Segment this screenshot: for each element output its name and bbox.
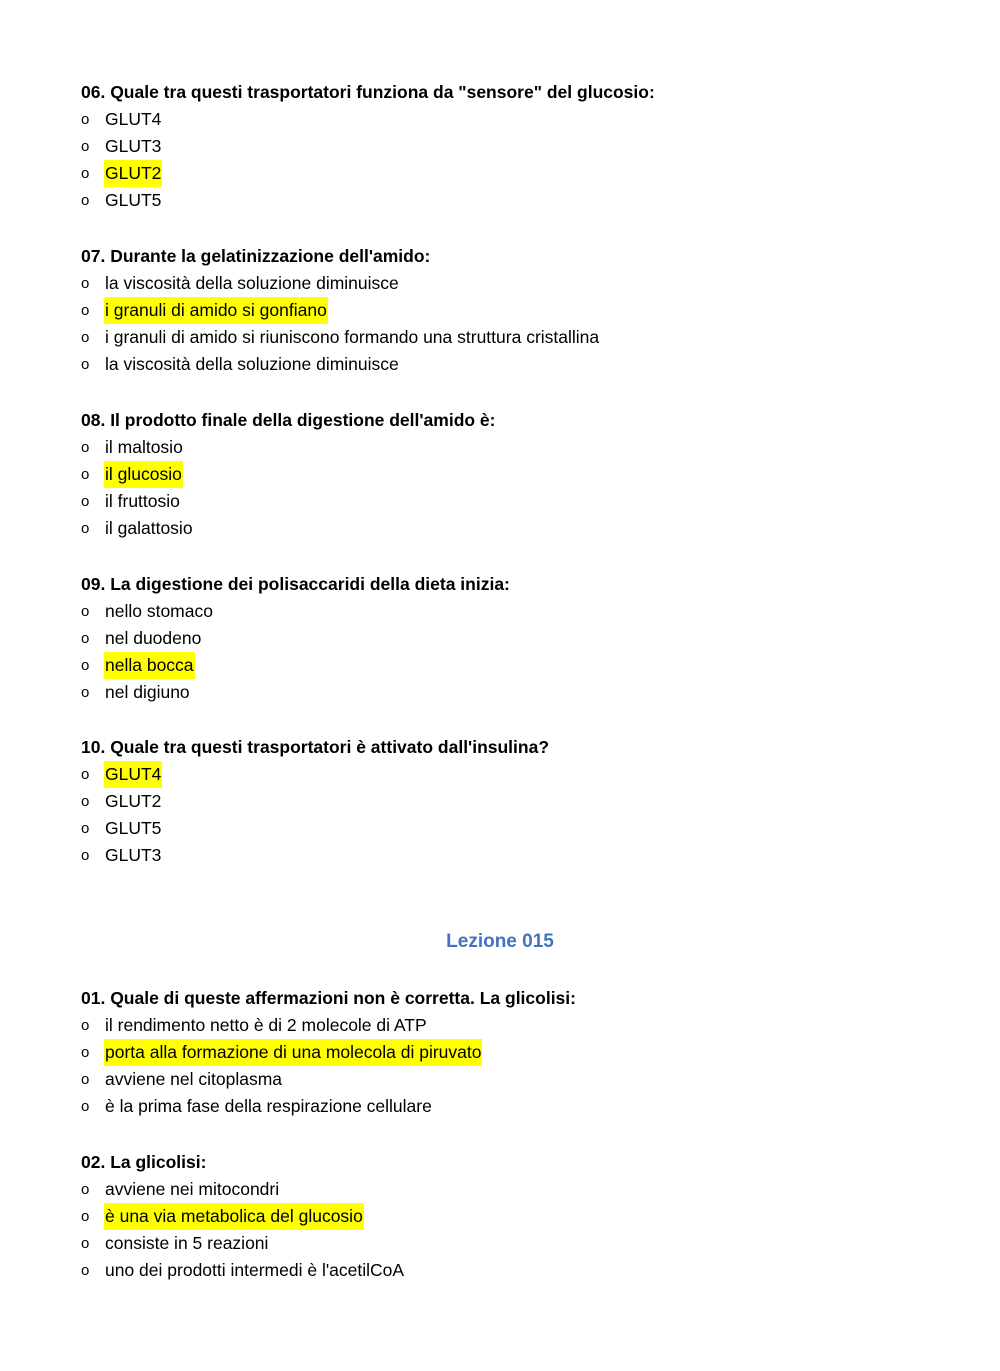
- answer-text: nel digiuno: [105, 682, 190, 702]
- circle-bullet-icon: o: [81, 820, 90, 837]
- answer-option: [81, 270, 941, 297]
- answer-option: [81, 351, 941, 378]
- answer-text: GLUT4: [105, 109, 162, 129]
- answer-option-correct: [81, 652, 941, 679]
- circle-bullet-icon: o: [81, 1235, 90, 1252]
- circle-bullet-icon: o: [81, 1017, 90, 1034]
- answer-option-correct: [81, 761, 941, 788]
- question: [81, 985, 941, 1120]
- answer-text: uno dei prodotti intermedi è l'acetilCoA: [105, 1260, 405, 1280]
- answer-option: [81, 106, 941, 133]
- answer-text: il rendimento netto è di 2 molecole di ATP: [105, 1015, 427, 1035]
- question: [81, 571, 941, 706]
- circle-bullet-icon: o: [81, 1181, 90, 1198]
- answer-option: [81, 598, 941, 625]
- circle-bullet-icon: o: [81, 329, 90, 346]
- answer-text: il maltosio: [105, 437, 183, 457]
- answer-option: [81, 133, 941, 160]
- answer-text: GLUT4: [104, 761, 162, 788]
- circle-bullet-icon: o: [81, 1098, 90, 1115]
- answer-option: [81, 1012, 941, 1039]
- circle-bullet-icon: o: [81, 603, 90, 620]
- answer-option-correct: [81, 160, 941, 187]
- lesson-heading: Lezione 015: [446, 931, 554, 952]
- answer-text: avviene nei mitocondri: [105, 1179, 280, 1199]
- answer-text: GLUT3: [105, 136, 162, 156]
- circle-bullet-icon: o: [81, 1044, 90, 1061]
- circle-bullet-icon: o: [81, 1262, 90, 1279]
- circle-bullet-icon: o: [81, 111, 90, 128]
- answer-text: porta alla formazione di una molecola di piruvato: [104, 1039, 482, 1066]
- circle-bullet-icon: o: [81, 793, 90, 810]
- answer-option: [81, 1066, 941, 1093]
- question: [81, 1149, 941, 1284]
- circle-bullet-icon: o: [81, 275, 90, 292]
- answer-option: [81, 815, 941, 842]
- answer-option: [81, 515, 941, 542]
- answer-text: nella bocca: [104, 652, 195, 679]
- answer-text: è la prima fase della respirazione cellulare: [105, 1096, 432, 1116]
- answer-option: [81, 1176, 941, 1203]
- circle-bullet-icon: o: [81, 657, 90, 674]
- circle-bullet-icon: o: [81, 439, 90, 456]
- answer-option-correct: [81, 1039, 941, 1066]
- answer-option: [81, 679, 941, 706]
- answer-text: nel duodeno: [105, 628, 202, 648]
- circle-bullet-icon: o: [81, 847, 90, 864]
- question-title: 07. Durante la gelatinizzazione dell'amido:: [81, 246, 431, 266]
- question: [81, 79, 941, 214]
- answer-text: i granuli di amido si riuniscono formando una struttura cristallina: [105, 327, 600, 347]
- answer-option: [81, 488, 941, 515]
- answer-option: [81, 1257, 941, 1284]
- question: [81, 407, 941, 542]
- question-title: 02. La glicolisi:: [81, 1152, 207, 1172]
- answer-text: avviene nel citoplasma: [105, 1069, 283, 1089]
- answer-option: [81, 788, 941, 815]
- question-title: 01. Quale di queste affermazioni non è corretta. La glicolisi:: [81, 988, 576, 1008]
- question-title: 06. Quale tra questi trasportatori funziona da "sensore" del glucosio:: [81, 82, 655, 102]
- circle-bullet-icon: o: [81, 684, 90, 701]
- answer-text: nello stomaco: [105, 601, 213, 621]
- answer-text: il galattosio: [105, 518, 193, 538]
- circle-bullet-icon: o: [81, 520, 90, 537]
- circle-bullet-icon: o: [81, 138, 90, 155]
- circle-bullet-icon: o: [81, 466, 90, 483]
- circle-bullet-icon: o: [81, 302, 90, 319]
- answer-text: i granuli di amido si gonfiano: [104, 297, 328, 324]
- answer-text: è una via metabolica del glucosio: [104, 1203, 364, 1230]
- answer-text: GLUT3: [105, 845, 162, 865]
- answer-option-correct: [81, 1203, 941, 1230]
- question: [81, 734, 941, 869]
- circle-bullet-icon: o: [81, 766, 90, 783]
- circle-bullet-icon: o: [81, 493, 90, 510]
- answer-text: il glucosio: [104, 461, 183, 488]
- question-title: 09. La digestione dei polisaccaridi della dieta inizia:: [81, 574, 510, 594]
- answer-option: [81, 1093, 941, 1120]
- answer-text: GLUT5: [105, 818, 162, 838]
- answer-option: [81, 842, 941, 869]
- answer-text: il fruttosio: [105, 491, 180, 511]
- question-title: 10. Quale tra questi trasportatori è attivato dall'insulina?: [81, 737, 550, 757]
- answer-option: [81, 324, 941, 351]
- answer-text: GLUT2: [105, 791, 162, 811]
- answer-option-correct: [81, 297, 941, 324]
- circle-bullet-icon: o: [81, 356, 90, 373]
- circle-bullet-icon: o: [81, 1208, 90, 1225]
- circle-bullet-icon: o: [81, 165, 90, 182]
- answer-text: GLUT2: [104, 160, 162, 187]
- answer-option: [81, 434, 941, 461]
- answer-text: GLUT5: [105, 190, 162, 210]
- question: [81, 243, 941, 378]
- question-title: 08. Il prodotto finale della digestione dell'amido è:: [81, 410, 496, 430]
- answer-text: la viscosità della soluzione diminuisce: [105, 354, 399, 374]
- answer-text: la viscosità della soluzione diminuisce: [105, 273, 399, 293]
- answer-text: consiste in 5 reazioni: [105, 1233, 269, 1253]
- answer-option: [81, 187, 941, 214]
- answer-option: [81, 625, 941, 652]
- answer-option-correct: [81, 461, 941, 488]
- circle-bullet-icon: o: [81, 192, 90, 209]
- circle-bullet-icon: o: [81, 630, 90, 647]
- circle-bullet-icon: o: [81, 1071, 90, 1088]
- answer-option: [81, 1230, 941, 1257]
